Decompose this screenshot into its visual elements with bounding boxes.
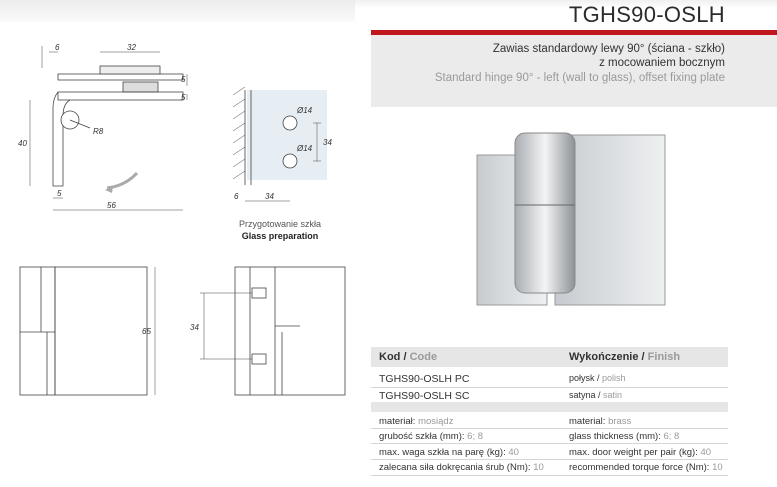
description-pl-line2: z mocowaniem bocznym bbox=[599, 57, 725, 69]
dim-phi14-bottom: Ø14 bbox=[297, 144, 313, 153]
glass-preparation-drawing bbox=[225, 85, 340, 210]
description-pl-line1: Zawias standardowy lewy 90° (ściana - szkło) bbox=[492, 43, 725, 55]
dim-r8: R8 bbox=[93, 127, 104, 136]
dim-56: 56 bbox=[107, 201, 116, 210]
row-divider bbox=[371, 475, 728, 476]
row-divider bbox=[371, 387, 728, 388]
top-view-drawing bbox=[15, 38, 200, 218]
row-divider bbox=[371, 443, 728, 444]
column-code: Kod / Code bbox=[379, 351, 438, 363]
top-band bbox=[0, 0, 355, 22]
dim-5a: 5 bbox=[181, 75, 186, 84]
side-view-drawing bbox=[180, 262, 350, 402]
dim-phi14-top: Ø14 bbox=[297, 106, 313, 115]
glass-caption-en: Glass preparation bbox=[241, 231, 319, 241]
dim-6: 6 bbox=[55, 43, 60, 52]
dim-65: 65 bbox=[142, 327, 151, 336]
product-photo bbox=[455, 125, 685, 325]
glass-caption-pl: Przygotowanie szkła bbox=[238, 219, 322, 229]
description-en: Standard hinge 90° - left (wall to glass), offset fixing plate bbox=[434, 72, 725, 84]
dim-34-horizontal: 34 bbox=[265, 192, 274, 201]
dim-34-vertical: 34 bbox=[323, 138, 332, 147]
dim-32: 32 bbox=[127, 43, 136, 52]
dim-5b: 5 bbox=[181, 93, 186, 102]
table-divider-bar bbox=[371, 402, 728, 412]
row-divider bbox=[371, 459, 728, 460]
product-title: TGHS90-OSLH bbox=[568, 2, 725, 27]
dim-5c: 5 bbox=[57, 189, 62, 198]
dim-6-glass: 6 bbox=[234, 192, 239, 201]
row-divider bbox=[371, 428, 728, 429]
dim-34-side: 34 bbox=[190, 323, 199, 332]
dim-40: 40 bbox=[18, 139, 27, 148]
column-finish: Wykończenie / Finish bbox=[569, 351, 681, 363]
front-view-drawing bbox=[15, 262, 160, 402]
